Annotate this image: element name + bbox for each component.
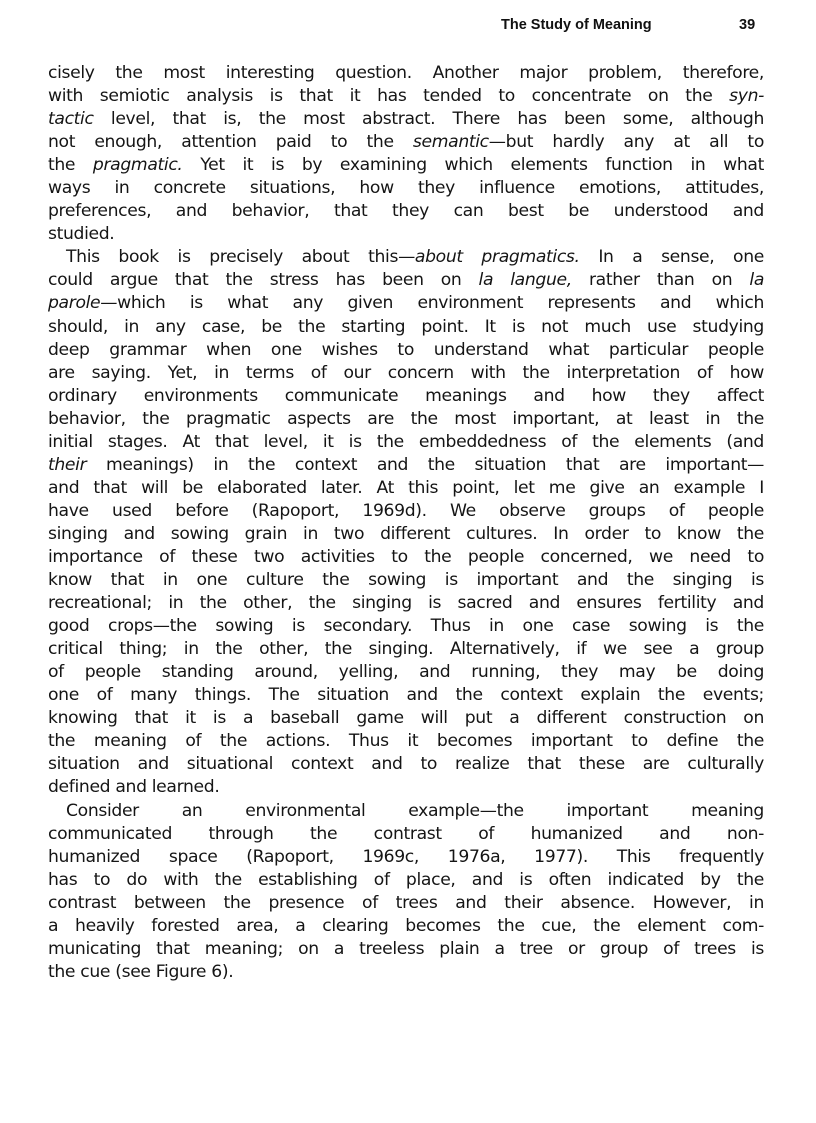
text-line (48, 108, 764, 131)
italic-text: their (48, 454, 87, 475)
text-line (48, 592, 764, 615)
text-line (48, 823, 764, 846)
italic-text: about pragmatics. (414, 247, 580, 268)
text-run: the meaning of the actions. Thus it becomes important to define the (48, 731, 764, 752)
italic-text: parole (48, 293, 101, 314)
text-line (48, 523, 764, 546)
text-run: ways in concrete situations, how they influence emotions, attitudes, (48, 178, 764, 199)
text-line (48, 154, 764, 177)
page-header (0, 17, 816, 37)
text-line (48, 546, 764, 569)
text-run: not enough, attention paid to the (48, 132, 413, 153)
text-line (48, 246, 764, 269)
text-line (48, 800, 764, 823)
text-run: has to do with the establishing of place, and is often indicated by the (48, 869, 764, 890)
text-run: level, that is, the most abstract. There has been some, although (93, 109, 764, 130)
page-number: 39 (739, 17, 756, 33)
text-line (48, 730, 764, 753)
text-line (48, 269, 764, 292)
italic-text: la (749, 270, 764, 291)
text-line (48, 408, 764, 431)
text-run: rather than on (571, 270, 750, 291)
text-line (48, 684, 764, 707)
text-line (48, 869, 764, 892)
text-run: —which is what any given environment represents and which (100, 293, 764, 314)
text-run: meanings) in the context and the situation that are important— (86, 454, 764, 475)
text-line (48, 615, 764, 638)
text-line (48, 638, 764, 661)
text-run: a heavily forested area, a clearing becomes the cue, the element com- (48, 915, 764, 936)
text-run: the cue (see Figure 6). (48, 961, 234, 982)
text-run: singing and sowing grain in two different cultures. In order to know the (48, 523, 764, 544)
paragraph (48, 62, 764, 246)
text-line (48, 177, 764, 200)
text-run: and that will be elaborated later. At this point, let me give an example I (48, 477, 764, 498)
text-run: importance of these two activities to the people concerned, we need to (48, 546, 764, 567)
text-run: municating that meaning; on a treeless plain a tree or group of trees is (48, 938, 764, 959)
text-run: the (48, 155, 93, 176)
text-run: recreational; in the other, the singing is sacred and ensures fertility and (48, 593, 764, 614)
text-run: have used before (Rapoport, 1969d). We observe groups of people (48, 500, 764, 521)
text-run: should, in any case, be the starting point. It is not much use studying (48, 316, 764, 337)
text-line (48, 292, 764, 315)
text-run: communicated through the contrast of humanized and non- (48, 823, 764, 844)
text-run: are saying. Yet, in terms of our concern with the interpretation of how (48, 362, 764, 383)
text-run: behavior, the pragmatic aspects are the most important, at least in the (48, 408, 764, 429)
text-line (48, 961, 764, 984)
text-run: one of many things. The situation and the context explain the events; (48, 685, 764, 706)
text-run: ordinary environments communicate meanings and how they affect (48, 385, 764, 406)
text-line (48, 915, 764, 938)
text-run: Consider an environmental example—the important meaning (66, 800, 764, 821)
text-line (48, 753, 764, 776)
italic-text: tactic (48, 109, 94, 130)
text-run: critical thing; in the other, the singing. Alternatively, if we see a group (48, 639, 764, 660)
text-run: preferences, and behavior, that they can best be understood and (48, 201, 764, 222)
text-run: deep grammar when one wishes to understand what particular people (48, 339, 764, 360)
text-run: with semiotic analysis is that it has tended to concentrate on the (48, 86, 730, 107)
paragraph (48, 246, 764, 799)
text-line (48, 385, 764, 408)
text-line (48, 892, 764, 915)
text-line (48, 223, 764, 246)
text-line (48, 707, 764, 730)
text-run: —but hardly any at all to (488, 132, 764, 153)
text-run: humanized space (Rapoport, 1969c, 1976a, 1977). This frequently (48, 846, 764, 867)
text-line (48, 85, 764, 108)
running-head: The Study of Meaning (501, 17, 652, 33)
text-line (48, 62, 764, 85)
italic-text: la langue, (478, 270, 572, 291)
text-line (48, 131, 764, 154)
body-text (48, 62, 764, 984)
text-line (48, 316, 764, 339)
text-line (48, 500, 764, 523)
text-line (48, 339, 764, 362)
text-line (48, 477, 764, 500)
text-line (48, 776, 764, 799)
italic-text: pragmatic. (92, 155, 183, 176)
text-run: good crops—the sowing is secondary. Thus in one case sowing is the (48, 616, 764, 637)
text-run: studied. (48, 224, 115, 245)
text-run: could argue that the stress has been on (48, 270, 479, 291)
text-line (48, 661, 764, 684)
italic-text: syn- (729, 86, 764, 107)
text-line (48, 362, 764, 385)
italic-text: semantic (412, 132, 489, 153)
text-run: contrast between the presence of trees and their absence. However, in (48, 892, 764, 913)
text-line (48, 938, 764, 961)
text-run: Yet it is by examining which elements function in what (182, 155, 764, 176)
text-line (48, 846, 764, 869)
text-run: of people standing around, yelling, and running, they may be doing (48, 662, 764, 683)
text-line (48, 431, 764, 454)
text-line (48, 454, 764, 477)
text-run: know that in one culture the sowing is important and the singing is (48, 570, 764, 591)
text-run: knowing that it is a baseball game will put a different construction on (48, 708, 764, 729)
text-run: defined and learned. (48, 777, 220, 798)
paragraph (48, 800, 764, 984)
text-run: This book is precisely about this— (66, 247, 415, 268)
text-line (48, 200, 764, 223)
text-run: initial stages. At that level, it is the embeddedness of the elements (and (48, 431, 764, 452)
text-run: In a sense, one (579, 247, 764, 268)
text-line (48, 569, 764, 592)
text-run: cisely the most interesting question. Another major problem, therefore, (48, 63, 764, 83)
text-run: situation and situational context and to realize that these are culturally (48, 754, 764, 775)
